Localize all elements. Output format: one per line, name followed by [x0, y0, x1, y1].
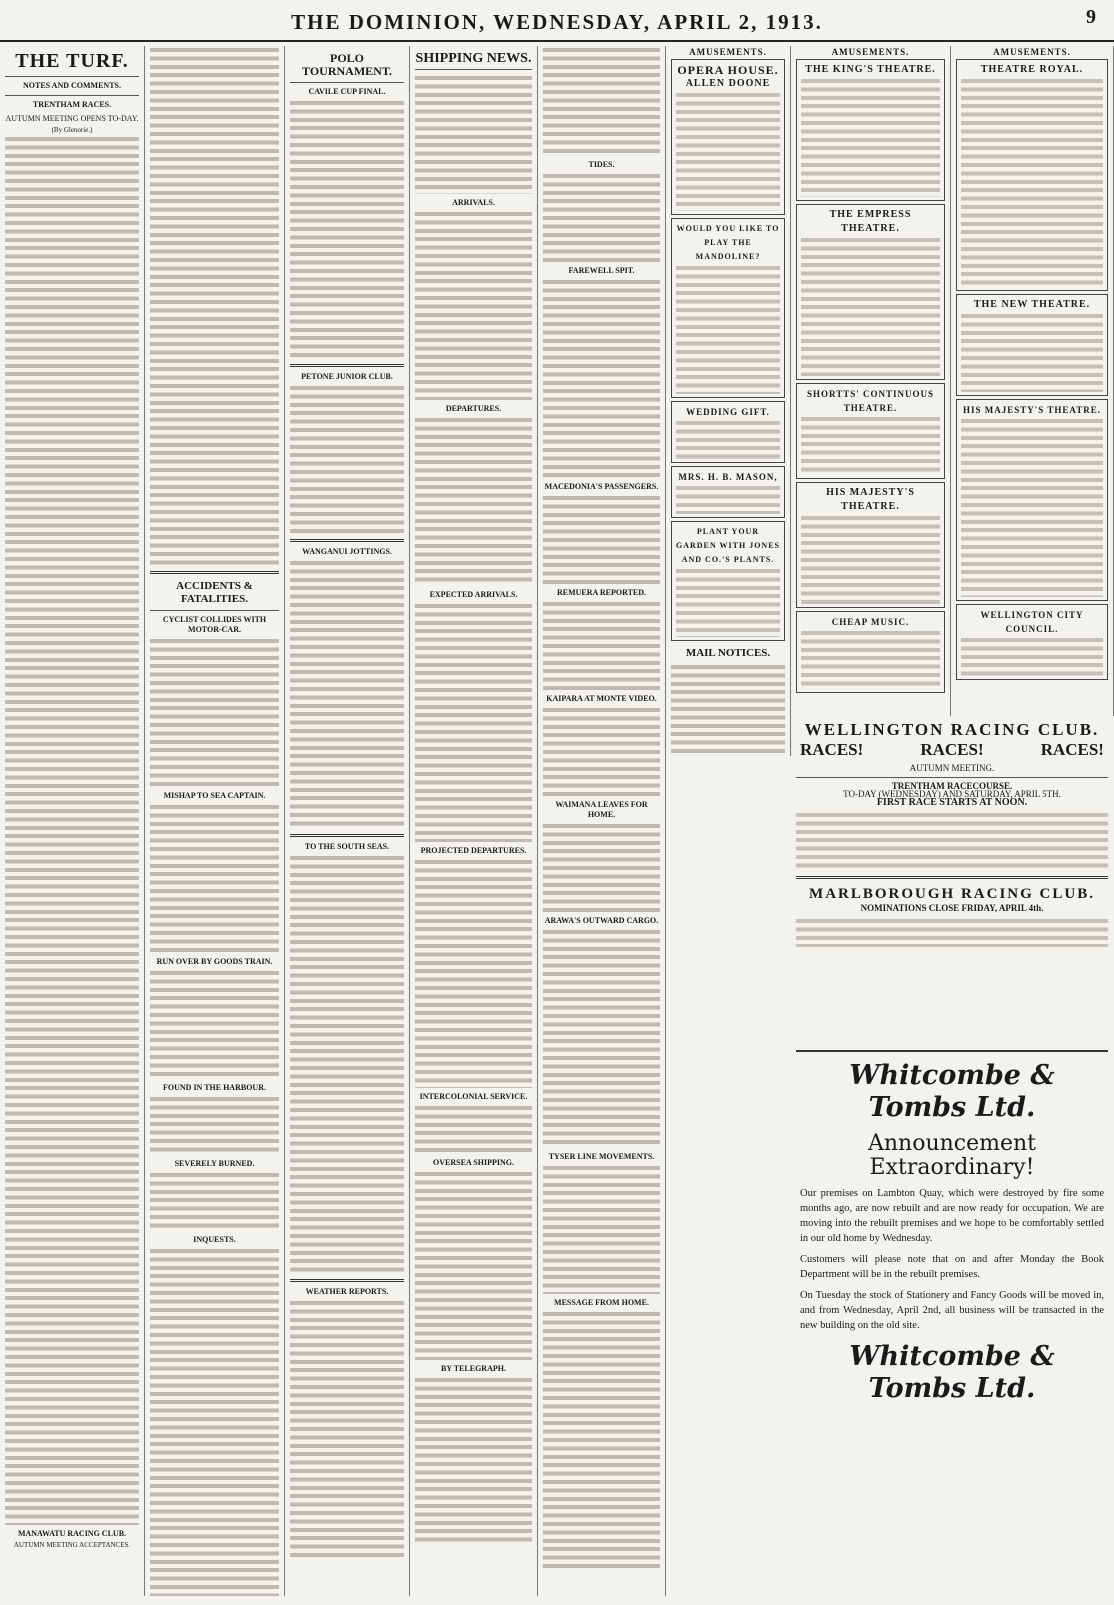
macedonia-heading: MACEDONIA'S PASSENGERS. [544, 482, 659, 491]
article-body-filler [5, 135, 139, 1525]
races-word-1: RACES! [800, 740, 864, 759]
announcement-headline: Announcement Extraordinary! [867, 1131, 1037, 1180]
city-council-title: WELLINGTON CITY COUNCIL. [980, 610, 1084, 635]
allen-doone: ALLEN DOONE [685, 78, 771, 90]
column-amusements-3 [951, 46, 1114, 716]
text-block [150, 1095, 279, 1155]
text-block [290, 99, 404, 359]
kings-theatre-title: THE KING'S THEATRE. [805, 64, 936, 76]
text-block [290, 1299, 404, 1559]
text-block [961, 417, 1103, 597]
text-block [801, 629, 940, 689]
theatre-royal-ad [956, 59, 1108, 291]
opera-house-ad [671, 59, 785, 215]
new-theatre-ad [956, 294, 1108, 396]
his-majestys-title: HIS MAJESTY'S THEATRE. [826, 487, 915, 513]
text-block [415, 210, 532, 400]
wedding-gift-ad [671, 401, 785, 463]
text-block [961, 312, 1103, 392]
shortts-title: SHORTTS' CONTINUOUS THEATRE. [807, 389, 934, 414]
shipping-heading: SHIPPING NEWS. [415, 51, 532, 66]
tides-heading: TIDES. [588, 160, 615, 169]
text-block [676, 91, 780, 211]
text-block [290, 559, 404, 829]
first-race: FIRST RACE STARTS AT NOON. [876, 796, 1028, 808]
text-block [543, 1310, 660, 1570]
empress-theatre-title: THE EMPRESS THEATRE. [829, 209, 912, 235]
kaipara-heading: KAIPARA AT MONTE VIDEO. [546, 694, 657, 703]
mandoline-ad [671, 218, 785, 398]
masthead [0, 0, 1114, 42]
text-block [671, 663, 785, 756]
text-block [415, 602, 532, 842]
text-block [543, 706, 660, 796]
trentham-heading: TRENTHAM RACES. [32, 100, 112, 109]
turf-subheading: NOTES AND COMMENTS. [22, 81, 121, 90]
burned-heading: SEVERELY BURNED. [174, 1159, 255, 1168]
city-council-ad [956, 604, 1108, 680]
projected-departures-heading: PROJECTED DEPARTURES. [420, 846, 527, 855]
text-block [796, 811, 1108, 871]
text-block [676, 264, 780, 394]
marlborough-racing-club: MARLBOROUGH RACING CLUB. [809, 886, 1095, 903]
text-block [290, 854, 404, 1274]
column-accidents [145, 46, 285, 1596]
majesty-shaughraun-ad [956, 399, 1108, 601]
whitcombe-logo-bottom: Whitcombe & Tombs Ltd. [849, 1341, 1055, 1404]
farewell-spit-heading: FAREWELL SPIT. [568, 266, 635, 275]
empress-theatre-ad [796, 204, 945, 380]
departures-heading: DEPARTURES. [445, 404, 502, 413]
text-block [676, 419, 780, 459]
amusements-header: AMUSEMENTS. [689, 47, 767, 57]
text-block [961, 636, 1103, 676]
race-dates: TO-DAY (WEDNESDAY) AND SATURDAY, APRIL 5TH. [843, 789, 1061, 800]
plants-ad [671, 521, 785, 641]
column-amusements-1 [666, 46, 791, 756]
waimana-heading: WAIMANA LEAVES FOR HOME. [555, 800, 648, 819]
text-block [415, 1170, 532, 1360]
text-block [543, 46, 660, 156]
autumn-meeting: AUTUMN MEETING. [909, 763, 995, 773]
theatre-royal-title: THEATRE ROYAL. [980, 64, 1084, 76]
announcement-para-1: Our premises on Lambton Quay, which were destroyed by fire some months ago, are now rebuilt and are now ready for occupation. We are moving into the rebuilt premises and we hope to be comfortably settled in our old home by Wednesday. [800, 1188, 1104, 1244]
mandoline-title: WOULD YOU LIKE TO PLAY THE MANDOLINE? [676, 224, 780, 262]
text-block [543, 600, 660, 690]
text-block [150, 1247, 279, 1596]
intercolonial-heading: INTERCOLONIAL SERVICE. [419, 1092, 528, 1101]
plants-title: PLANT YOUR GARDEN WITH JONES AND CO.'S PLANTS. [676, 527, 780, 565]
whitcombe-tombs-ad [796, 1050, 1108, 1602]
south-seas-heading: TO THE SOUTH SEAS. [304, 842, 390, 851]
shortts-ad [796, 383, 945, 479]
majesty-shaughraun-title: HIS MAJESTY'S THEATRE. [963, 405, 1101, 416]
text-block [543, 822, 660, 912]
text-block [543, 1164, 660, 1294]
text-block [415, 74, 532, 194]
text-block [415, 416, 532, 586]
text-block [150, 803, 279, 953]
column-turf [0, 46, 145, 1596]
petone-heading: PETONE JUNIOR CLUB. [301, 372, 393, 381]
text-block [415, 858, 532, 1088]
oversea-heading: OVERSEA SHIPPING. [433, 1158, 514, 1167]
text-block [415, 1376, 532, 1546]
trentham-racecourse: TRENTHAM RACECOURSE. [891, 780, 1013, 791]
mason-ad [671, 466, 785, 518]
sea-captain-heading: MISHAP TO SEA CAPTAIN. [163, 791, 266, 800]
inquests-heading: INQUESTS. [193, 1235, 236, 1244]
weather-heading: WEATHER REPORTS. [305, 1287, 389, 1296]
polo-heading: POLO TOURNAMENT. [302, 51, 392, 78]
kings-theatre-ad [796, 59, 945, 201]
text-block [415, 1104, 532, 1154]
page-number: 9 [1086, 6, 1096, 28]
harbour-heading: FOUND IN THE HARBOUR. [163, 1083, 266, 1092]
telegraph-heading: BY TELEGRAPH. [441, 1364, 506, 1373]
wedding-gift-title: WEDDING GIFT. [686, 407, 770, 418]
arawa-heading: ARAWA'S OUTWARD CARGO. [544, 916, 659, 925]
wanganui-heading: WANGANUI JOTTINGS. [302, 547, 392, 556]
text-block [801, 77, 940, 197]
text-block [796, 917, 1108, 947]
cyclist-heading: CYCLIST COLLIDES WITH MOTOR-CAR. [162, 615, 267, 634]
column-shipping-continued [538, 46, 666, 1596]
mason-title: MRS. H. B. MASON, [678, 472, 778, 483]
text-block [801, 236, 940, 376]
opera-house-title: OPERA HOUSE. [677, 63, 779, 78]
text-block [676, 484, 780, 514]
text-block [676, 567, 780, 637]
column-amusements-2 [791, 46, 951, 716]
byline: (By Glenorie.) [51, 126, 93, 134]
mail-notices-heading: MAIL NOTICES. [685, 647, 771, 660]
text-block [543, 928, 660, 1148]
tyser-heading: TYSER LINE MOVEMENTS. [548, 1152, 655, 1161]
accidents-heading: ACCIDENTS & FATALITIES. [176, 580, 253, 605]
text-block [543, 494, 660, 584]
racing-results-filler [150, 46, 279, 566]
text-block [150, 637, 279, 787]
goods-train-heading: RUN OVER BY GOODS TRAIN. [156, 957, 273, 966]
amusements-header-2: AMUSEMENTS. [831, 47, 910, 57]
turf-heading: THE TURF. [15, 50, 129, 72]
text-block [801, 514, 940, 604]
nominations-close: NOMINATIONS CLOSE FRIDAY, APRIL 4th. [860, 903, 1044, 914]
text-block [961, 77, 1103, 287]
arrivals-heading: ARRIVALS. [452, 198, 495, 207]
amusements-header-3: AMUSEMENTS. [993, 47, 1071, 57]
wellington-racing-club: WELLINGTON RACING CLUB. [804, 720, 1100, 739]
manawatu-sub: AUTUMN MEETING ACCEPTANCES. [13, 1540, 131, 1549]
manawatu-heading: MANAWATU RACING CLUB. [17, 1528, 127, 1538]
text-block [543, 172, 660, 262]
text-block [150, 969, 279, 1079]
expected-arrivals-heading: EXPECTED ARRIVALS. [429, 590, 518, 599]
cheap-music-title: CHEAP MUSIC. [831, 617, 910, 628]
text-block [150, 1171, 279, 1231]
column-shipping [410, 46, 538, 1596]
message-heading: MESSAGE FROM HOME. [554, 1298, 649, 1307]
whitcombe-logo-top: Whitcombe & Tombs Ltd. [849, 1060, 1055, 1123]
cheap-music-ad [796, 611, 945, 693]
new-theatre-title: THE NEW THEATRE. [973, 299, 1091, 311]
newspaper-title: THE DOMINION, WEDNESDAY, APRIL 2, 1913. [291, 10, 823, 34]
races-word-2: RACES! [920, 740, 984, 759]
cavile-cup-heading: CAVILE CUP FINAL. [308, 87, 386, 96]
text-block [801, 415, 940, 475]
announcement-para-3: On Tuesday the stock of Stationery and Fancy Goods will be moved in, and from Wednesday, April 2nd, all business will be transacted in the new building on the old site. [800, 1290, 1104, 1331]
text-block [290, 384, 404, 534]
races-word-3: RACES! [1040, 740, 1104, 759]
races-banner [796, 740, 1108, 760]
announcement-para-2: Customers will please note that on and after Monday the Book Department will be in the rebuilt premises. [800, 1254, 1104, 1280]
autumn-meeting-line: AUTUMN MEETING OPENS TO-DAY. [5, 114, 139, 123]
his-majestys-ad [796, 482, 945, 608]
remuera-heading: REMUERA REPORTED. [556, 588, 647, 597]
text-block [543, 278, 660, 478]
column-polo [285, 46, 410, 1596]
racing-club-ad [796, 720, 1108, 1050]
